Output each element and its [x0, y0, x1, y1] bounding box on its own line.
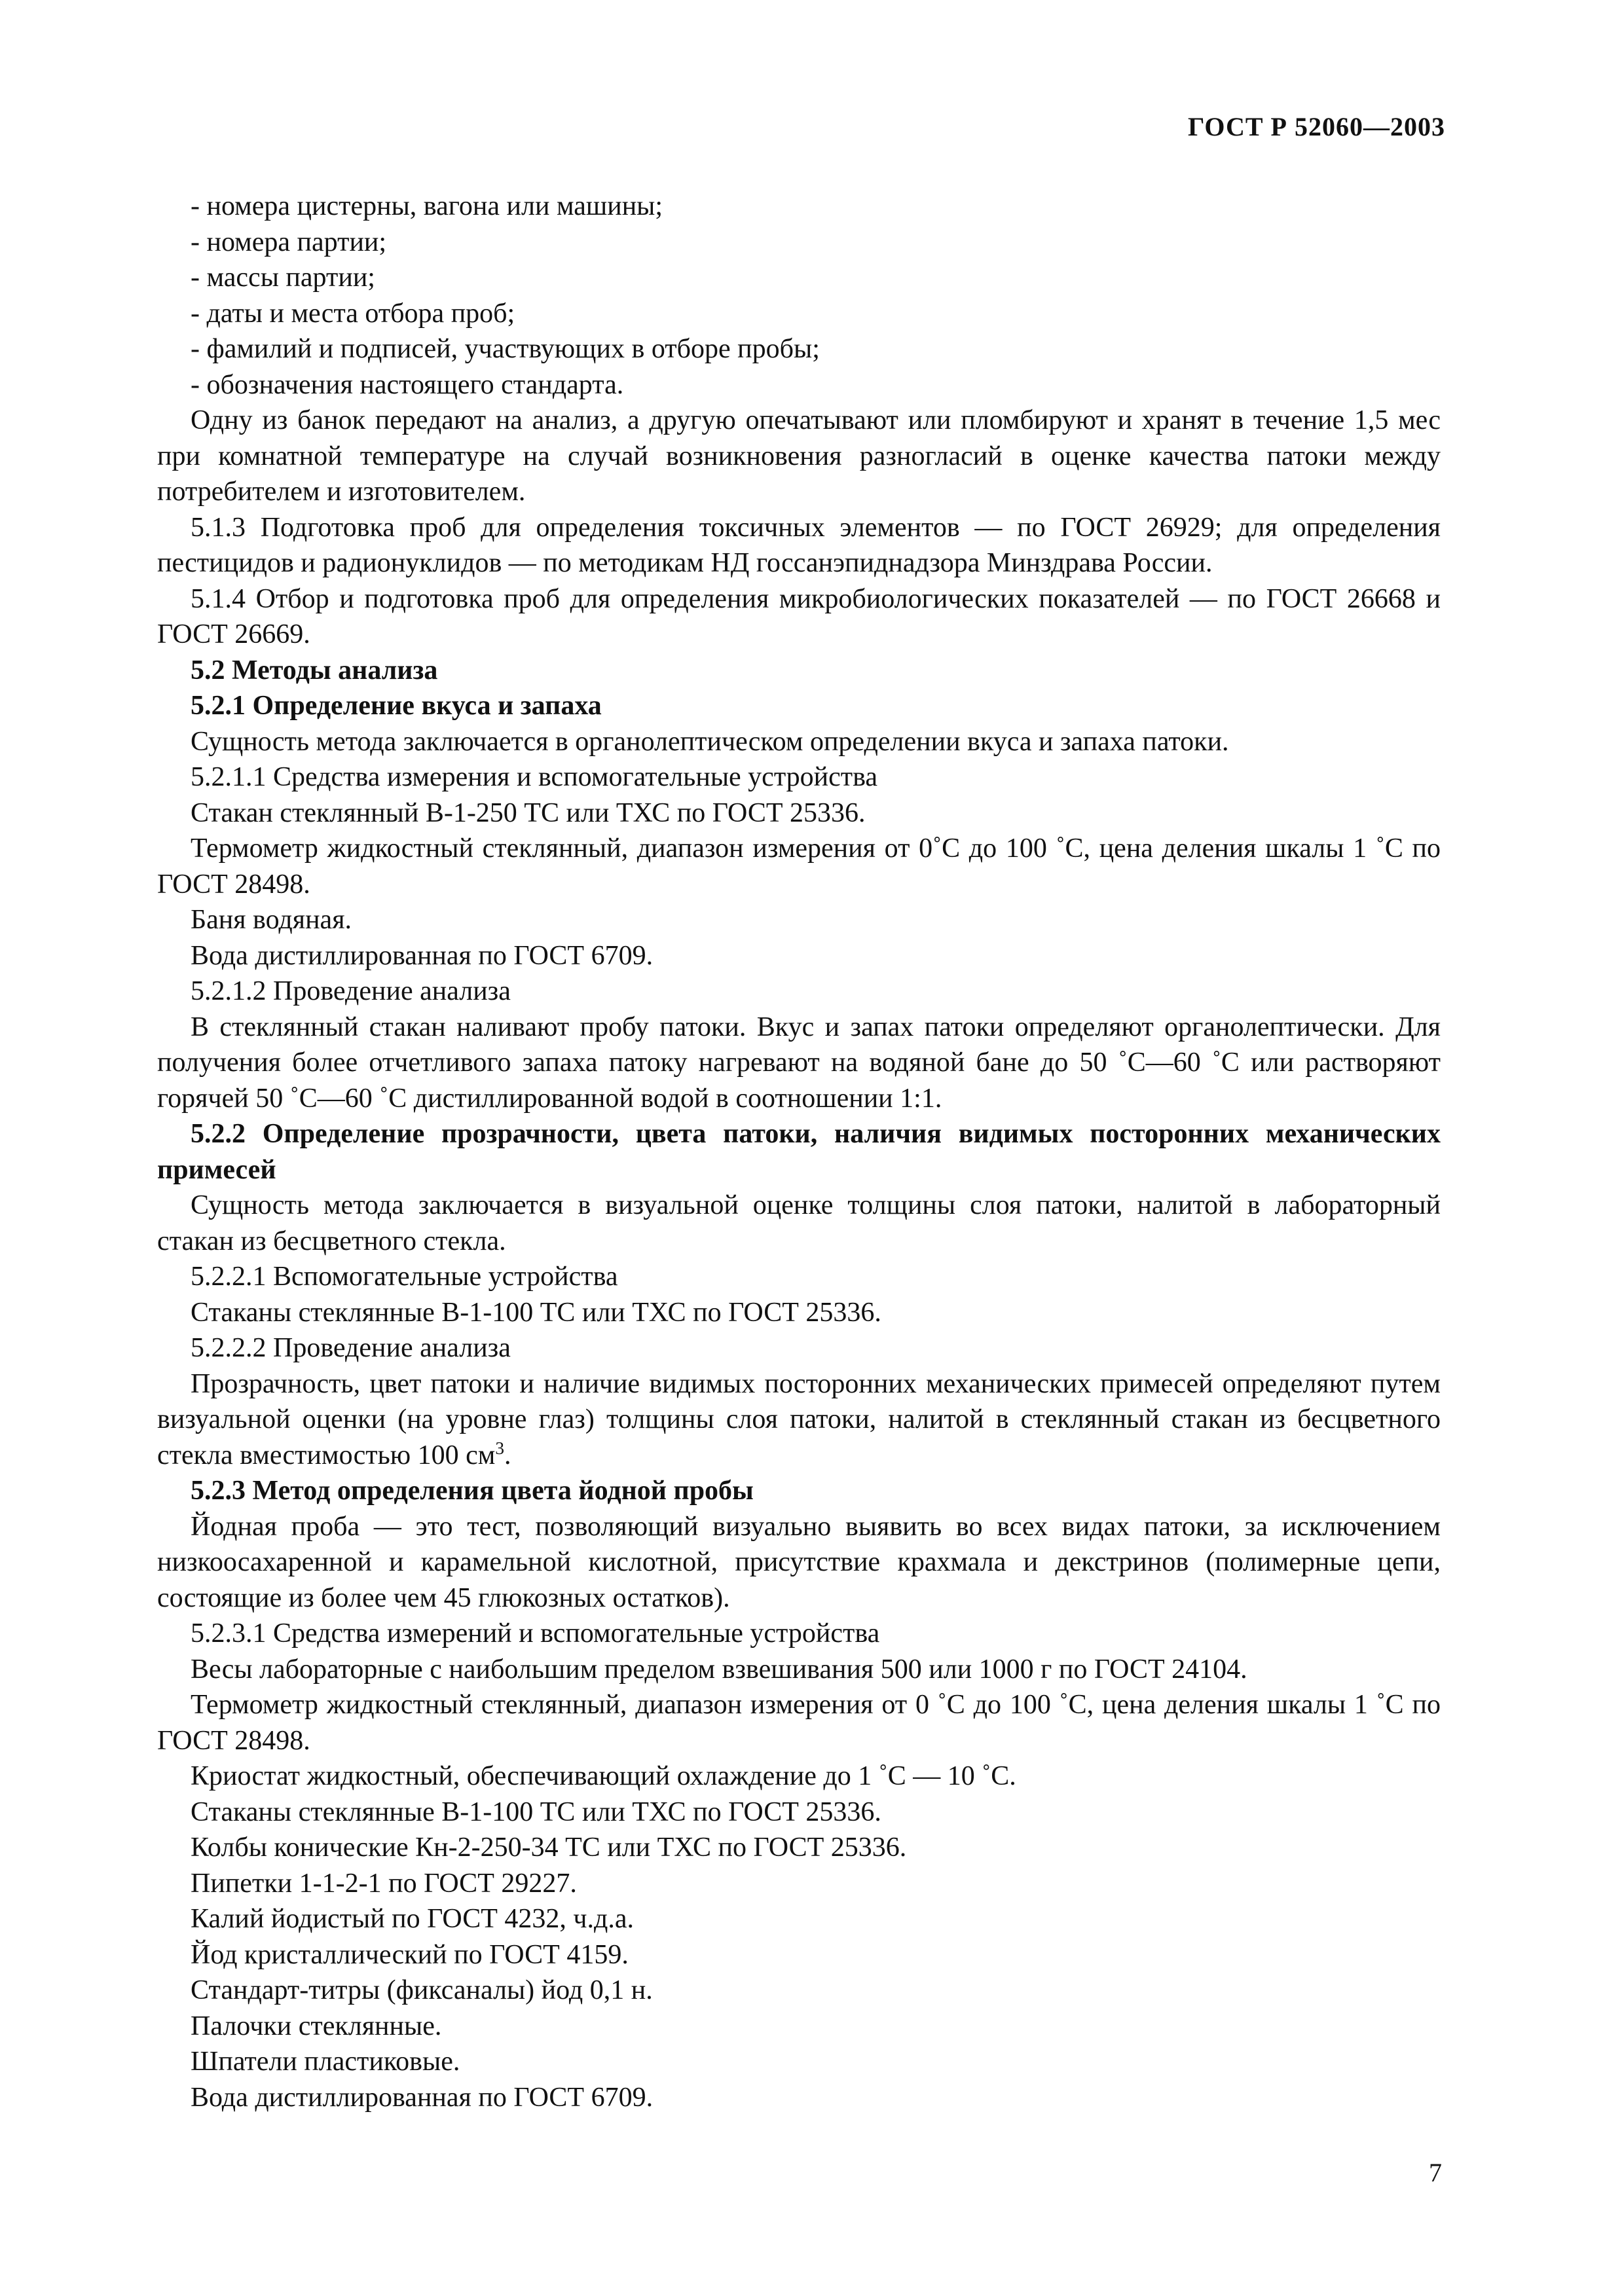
equipment-item: Шпатели пластиковые.	[191, 2047, 460, 2077]
paragraph-5-1-4: 5.1.4 Отбор и подготовка проб для определения микробиологических показателей — по ГОСТ 26668 и ГОСТ 26669.	[157, 583, 1441, 649]
section-heading-5-2-1: 5.2.1 Определение вкуса и запаха	[191, 691, 602, 721]
subheading-5-2-1-2: 5.2.1.2 Проведение анализа	[191, 976, 511, 1006]
equipment-item: Стаканы стеклянные В-1-100 ТС или ТХС по ГОСТ 25336.	[191, 1796, 881, 1827]
equipment-item: Пипетки 1-1-2-1 по ГОСТ 29227.	[191, 1868, 577, 1899]
subheading-5-2-3-1: 5.2.3.1 Средства измерений и вспомогательные устройства	[191, 1618, 880, 1649]
paragraph-5-2-2-essence: Сущность метода заключается в визуальной оценке толщины слоя патоки, налитой в лабораторный стакан из бесцветного стекла.	[157, 1190, 1441, 1256]
section-heading-5-2-2: 5.2.2 Определение прозрачности, цвета патоки, наличия видимых посторонних механических примесей	[157, 1119, 1441, 1185]
paragraph-5-2-1-essence: Сущность метода заключается в органолептическом определении вкуса и запаха патоки.	[191, 726, 1229, 757]
equipment-item: Стандарт-титры (фиксаналы) йод 0,1 н.	[191, 1975, 653, 2005]
paragraph-5-2-1-1-c: Баня водяная.	[191, 905, 352, 935]
paragraph-5-2-1-1-d: Вода дистиллированная по ГОСТ 6709.	[191, 940, 654, 971]
equipment-item: Вода дистиллированная по ГОСТ 6709.	[191, 2082, 654, 2113]
subheading-5-2-2-2: 5.2.2.2 Проведение анализа	[191, 1333, 511, 1363]
document-header: ГОСТ Р 52060—2003	[1187, 112, 1445, 141]
paragraph-5-2-2-2-text: Прозрачность, цвет патоки и наличие видимых посторонних механических примесей определяют путем визуальной оценки (на уровне глаз) толщины слоя патоки, налитой в стеклянный стакан из бесцветного стекла вместимостью 100 см	[157, 1368, 1441, 1470]
subheading-5-2-1-1: 5.2.1.1 Средства измерения и вспомогательные устройства	[191, 762, 878, 792]
paragraph-5-2-2-2-end: .	[504, 1440, 511, 1470]
paragraph-5-2-3: Йодная проба — это тест, позволяющий визуально выявить во всех видах патоки, за исключением низкоосахаренной и карамельной кислотной, присутствие крахмала и декстринов (полимерные цепи, состоящие из более чем 45 глюкозных остатков).	[157, 1511, 1441, 1613]
list-item: - номера партии;	[191, 227, 387, 257]
equipment-item: Криостат жидкостный, обеспечивающий охлаждение до 1 ˚С — 10 ˚С.	[191, 1761, 1016, 1791]
subheading-5-2-2-1: 5.2.2.1 Вспомогательные устройства	[191, 1262, 618, 1292]
superscript-3: 3	[495, 1438, 505, 1458]
paragraph-5-1-3: 5.1.3 Подготовка проб для определения токсичных элементов — по ГОСТ 26929; для определения пестицидов и радионуклидов — по методикам НД госсанэпиднадзора Минздрава России.	[157, 512, 1441, 578]
equipment-item: Термометр жидкостный стеклянный, диапазон измерения от 0 ˚С до 100 ˚С, цена деления шкалы 1 ˚С по ГОСТ 28498.	[157, 1690, 1441, 1756]
document-body	[157, 189, 1441, 2115]
section-heading-5-2: 5.2 Методы анализа	[191, 655, 438, 685]
paragraph-5-2-2-1: Стаканы стеклянные В-1-100 ТС или ТХС по ГОСТ 25336.	[191, 1297, 881, 1328]
section-heading-5-2-3: 5.2.3 Метод определения цвета йодной пробы	[191, 1476, 754, 1506]
paragraph-5-2-2-2	[157, 1366, 1441, 1474]
list-item: - даты и места отбора проб;	[191, 298, 515, 329]
equipment-item: Калий йодистый по ГОСТ 4232, ч.д.а.	[191, 1904, 635, 1934]
paragraph-5-2-1-1-a: Стакан стеклянный В-1-250 ТС или ТХС по ГОСТ 25336.	[191, 797, 866, 828]
list-item: - массы партии;	[191, 263, 375, 293]
equipment-item: Палочки стеклянные.	[191, 2011, 442, 2041]
paragraph-storage: Одну из банок передают на анализ, а другую опечатывают или пломбируют и хранят в течение 1,5 мес при комнатной температуре на случай возникновения разногласий в оценке качества патоки между потребителем и изготовителем.	[157, 405, 1441, 507]
list-item: - фамилий и подписей, участвующих в отборе пробы;	[191, 334, 820, 364]
paragraph-5-2-1-2: В стеклянный стакан наливают пробу патоки. Вкус и запах патоки определяют органолептически. Для получения более отчетливого запаха патоку нагревают на водяной бане до 50 ˚С—60 ˚С или растворяют горячей 50 ˚С—60 ˚С дистиллированной водой в соотношении 1:1.	[157, 1011, 1441, 1114]
equipment-item: Колбы конические Кн-2-250-34 ТС или ТХС по ГОСТ 25336.	[191, 1832, 907, 1863]
equipment-item: Йод кристаллический по ГОСТ 4159.	[191, 1939, 629, 1970]
page-number: 7	[1429, 2158, 1442, 2187]
list-item: - обозначения настоящего стандарта.	[191, 369, 624, 400]
equipment-item: Весы лабораторные с наибольшим пределом взвешивания 500 или 1000 г по ГОСТ 24104.	[191, 1654, 1247, 1685]
list-item: - номера цистерны, вагона или машины;	[191, 191, 663, 221]
paragraph-5-2-1-1-b: Термометр жидкостный стеклянный, диапазон измерения от 0˚С до 100 ˚С, цена деления шкалы 1 ˚С по ГОСТ 28498.	[157, 833, 1441, 900]
